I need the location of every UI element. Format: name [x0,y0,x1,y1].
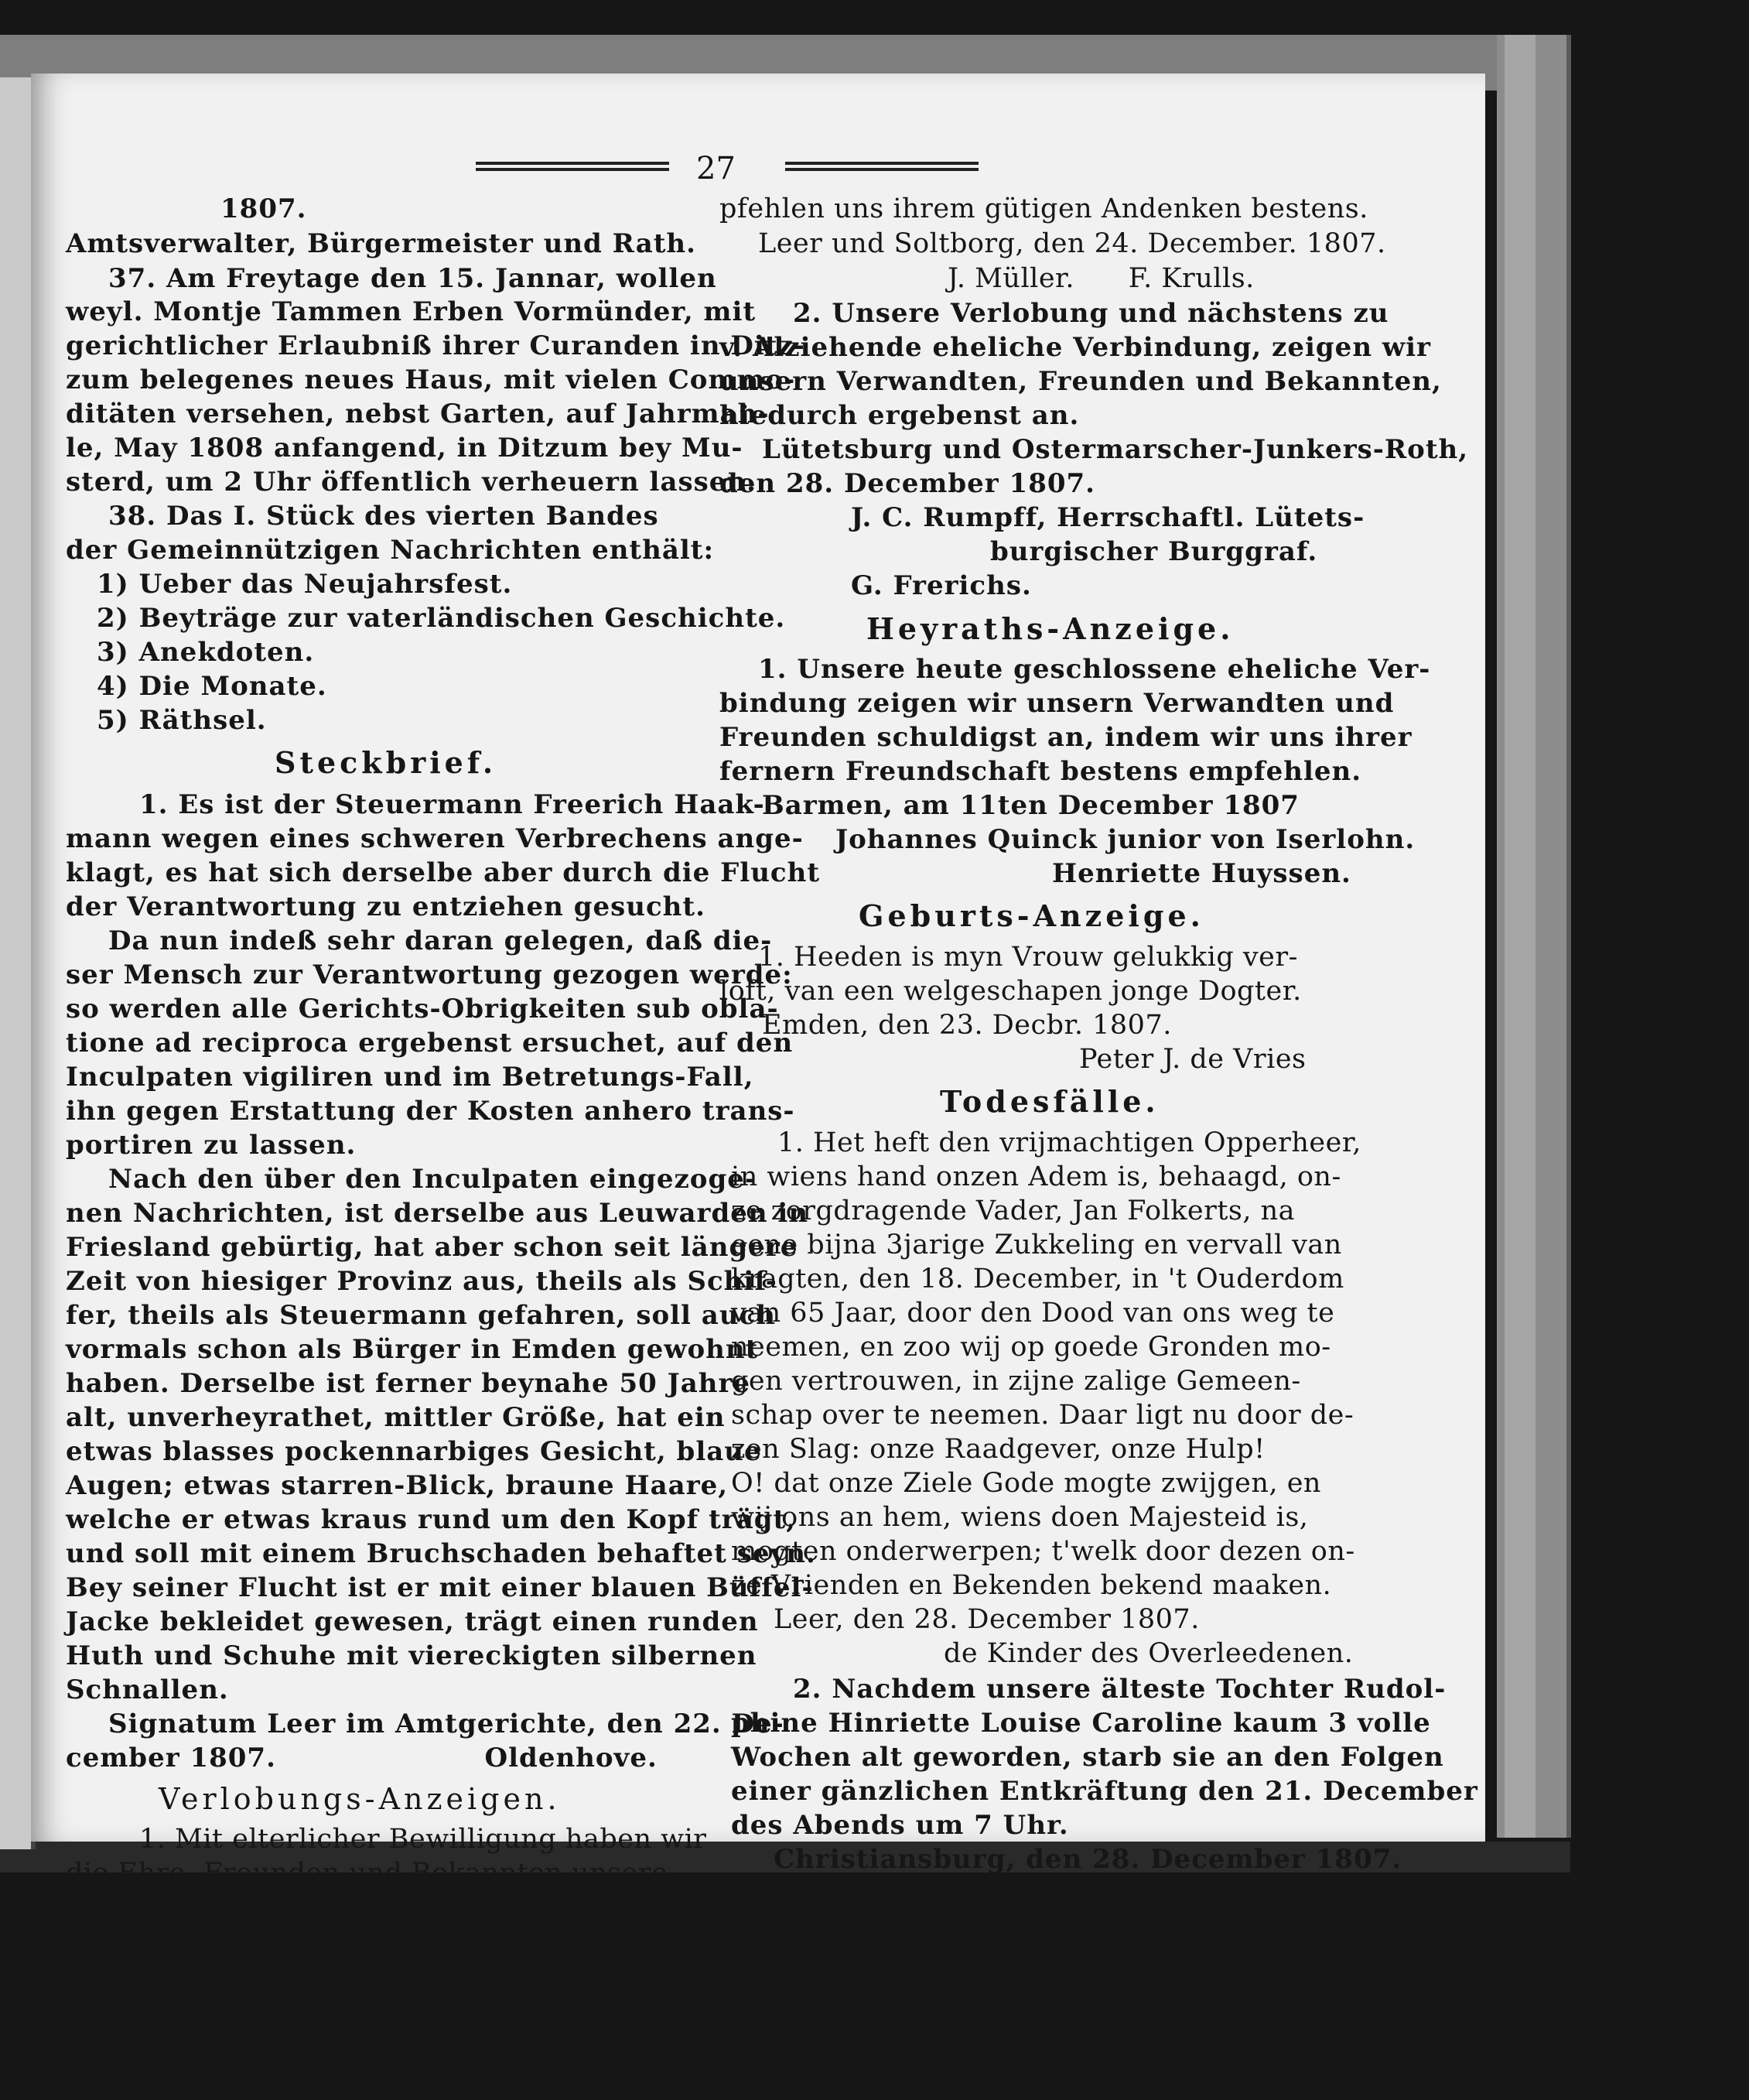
signature-line: G. Frerichs. [851,570,1032,601]
text-line: 1. Es ist der Steuermann Freerich Haak- [139,789,765,820]
text-line: vormals schon als Bürger in Emden gewohnt [66,1334,759,1365]
text-line: alt, unverheyrathet, mittler Größe, hat ein [66,1402,726,1433]
signature-line: J. Müller. F. Krulls. [948,263,1255,294]
list-item: 1) Ueber das Neujahrsfest. [97,569,513,600]
text-line: tione ad reciproca ergebenst ersuchet, auf den [66,1028,794,1059]
text-line: Inculpaten vigiliren und im Betretungs-Fall, [66,1062,754,1093]
text-line: welche er etwas kraus rund um den Kopf trägt, [66,1504,797,1535]
text-line: loft, van een welgeschapen jonge Dogter. [719,976,1302,1007]
signature-line: de Kinder des Overleedenen. [944,1638,1354,1669]
header-rule-left [476,162,669,173]
header-rule-right [785,162,979,173]
text-line: portiren zu lassen. [66,1130,357,1161]
page-header [476,151,979,186]
list-item: 2) Beyträge zur vaterländischen Geschichte. [97,603,786,634]
text-line: fer, theils als Steuermann gefahren, soll auch [66,1300,776,1331]
text-line: haben. Derselbe ist ferner beynahe 50 Jahre [66,1368,751,1399]
section-heading: Heyraths-Anzeige. [866,611,1235,646]
text-line: hiedurch ergebenst an. [719,400,1080,431]
section-heading: Verlobungs-Anzeigen. [159,1782,561,1816]
text-line: Schnallen. [66,1674,229,1705]
book-cover-edge [1497,35,1571,1838]
signature-line: Peter J. de Vries [1079,1044,1307,1075]
signature-line: Diensten. [921,1912,1068,1943]
text-line: Amtsverwalter, Bürgermeister und Rath. [66,228,696,259]
text-line: 38. Das I. Stück des vierten Bandes [108,501,659,532]
text-line: nen Nachrichten, ist derselbe aus Leuwarden in [66,1198,809,1229]
text-line: Augen; etwas starren-Blick, braune Haare, [66,1470,729,1501]
text-line: kragten, den 18. December, in 't Ouderdom [731,1264,1344,1295]
text-line: Emden, den 23. Decbr. 1807. [762,1010,1172,1041]
text-line: Signatum Leer im Amtgerichte, den 22. De- [108,1708,784,1739]
text-line: 1. Mit elterlicher Bewilligung haben wir [139,1824,707,1855]
text-line: 1. Het heft den vrijmachtigen Opperheer, [777,1127,1361,1158]
text-line: Wochen alt geworden, starb sie an den Folgen [731,1742,1444,1773]
text-line: eene bijna 3jarige Zukkeling en vervall van [731,1230,1342,1260]
text-line: 1. Unsere heute geschlossene eheliche Ver- [758,654,1431,685]
text-line: Barmen, am 11ten December 1807 [762,790,1300,821]
page-number: 27 [696,151,736,186]
text-line: mogten onderwerpen; t'welk door dezen on- [731,1536,1355,1567]
text-line: phine Hinriette Louise Caroline kaum 3 volle [731,1708,1431,1739]
text-line: 1807. [220,193,307,224]
text-line: 2. Unsere Verlobung und nächstens zu [793,298,1389,329]
text-line: Christiansburg, den 28. December 1807. [774,1844,1402,1875]
section-heading: Todesfälle. [940,1084,1160,1119]
text-line: den 28. December 1807. [719,468,1095,499]
text-line: die Ehre, Freunden und Bekannten unsere [66,1858,668,1889]
text-line: der Gemeinnützigen Nachrichten enthält: [66,535,715,566]
text-line: Verlobung ergebenst anzuzeigen; und em- [66,1892,661,1923]
text-line: gen vertrouwen, in zijne zalige Gemeen- [731,1366,1301,1397]
text-line: ditäten versehen, nebst Garten, auf Jahrmah- [66,398,770,429]
catchword: 3. [1292,1946,1321,1977]
text-line: gerichtlicher Erlaubniß ihrer Curanden in Ditz- [66,330,805,361]
signature-line: cember 1807. Oldenhove. [66,1743,658,1773]
text-line: klagt, es hat sich derselbe aber durch die Flucht [66,857,821,888]
text-line: ser Mensch zur Verantwortung gezogen werde: [66,959,793,990]
text-line: 2. Nachdem unsere älteste Tochter Rudol- [793,1674,1447,1705]
text-line: le, May 1808 anfangend, in Ditzum bey Mu- [66,433,743,463]
text-line: Jacke bekleidet gewesen, trägt einen runden [66,1606,759,1637]
list-item: 3) Anekdoten. [97,637,315,668]
text-line: Leer, den 28. December 1807. [774,1604,1200,1635]
text-line: pfehlen uns ihrem gütigen Andenken bestens. [719,193,1368,224]
text-line: unsern Verwandten, Freunden und Bekannten, [719,366,1442,397]
text-line: des Abends um 7 Uhr. [731,1810,1069,1841]
text-line: Da nun indeß sehr daran gelegen, daß die- [108,925,773,956]
section-heading: Geburts-Anzeige. [859,898,1204,933]
signature-line: Fähnrich von Blau, außer Preussischen [843,1878,1451,1909]
text-line: fernern Freundschaft bestens empfehlen. [719,756,1362,787]
text-line: bindung zeigen wir unsern Verwandten und [719,688,1395,719]
text-line: Zeit von hiesiger Provinz aus, theils als Schif- [66,1266,777,1297]
text-line: etwas blasses pockennarbiges Gesicht, blaue [66,1436,762,1467]
text-line: van 65 Jaar, door den Dood van ons weg te [731,1298,1335,1329]
text-line: Friesland gebürtig, hat aber schon seit längere [66,1232,798,1263]
signature-line: Johannes Quinck junior von Iserlohn. [835,824,1416,855]
text-line: Huth und Schuhe mit viereckigten silbernen [66,1640,757,1671]
text-line: weyl. Montje Tammen Erben Vormünder, mit [66,296,757,327]
book-page [31,74,1485,1977]
text-line: zum belegenes neues Haus, mit vielen Commo- [66,364,796,395]
text-line: schap over te neemen. Daar ligt nu door de- [731,1400,1354,1431]
text-line: 1. Heeden is myn Vrouw gelukkig ver- [758,942,1298,973]
text-line: in wiens hand onzen Adem is, behaagd, on- [731,1161,1341,1192]
text-line: 37. Am Freytage den 15. Jannar, wollen [108,263,717,294]
text-line: so werden alle Gerichts-Obrigkeiten sub obla- [66,994,779,1024]
text-line: ihn gegen Erstattung der Kosten anhero trans- [66,1096,795,1127]
text-line: Lütetsburg und Ostermarscher-Junkers-Roth, [762,434,1469,465]
text-line: einer gänzlichen Entkräftung den 21. December [731,1776,1478,1807]
text-line: neemen, en zoo wij op goede Gronden mo- [731,1332,1331,1363]
text-line: sterd, um 2 Uhr öffentlich verheuern lassen. [66,467,757,498]
text-line: v. Alziehende eheliche Verbindung, zeigen wir [719,332,1431,363]
text-line: ze zorgdragende Vader, Jan Folkerts, na [731,1195,1296,1226]
section-heading: Steckbrief. [275,745,497,780]
text-line: der Verantwortung zu entziehen gesucht. [66,891,705,922]
signature-line: J. C. Rumpff, Herrschaftl. Lütets- [851,502,1365,533]
signature-line: burgischer Burggraf. [990,536,1318,567]
text-line: mann wegen eines schweren Verbrechens ange- [66,823,804,854]
text-line: Bey seiner Flucht ist er mit einer blauen Büffel- [66,1572,814,1603]
signature-line: Henriette Huyssen. [1052,858,1351,889]
text-line: Freunden schuldigst an, indem wir uns ihrer [719,722,1413,753]
text-line: Nach den über den Inculpaten eingezoge- [108,1164,757,1195]
text-line: ze Vrienden en Bekenden bekend maaken. [731,1570,1332,1601]
text-line: Leer und Soltborg, den 24. December. 1807. [758,228,1386,259]
list-item: 4) Die Monate. [97,671,327,702]
text-line: und soll mit einem Bruchschaden behaftet seyn. [66,1538,816,1569]
text-line: wij ons an hem, wiens doen Majesteid is, [731,1502,1309,1533]
list-item: 5) Räthsel. [97,705,267,736]
text-line: O! dat onze Ziele Gode mogte zwijgen, en [731,1468,1321,1499]
text-line: zen Slag: onze Raadgever, onze Hulp! [731,1434,1266,1465]
